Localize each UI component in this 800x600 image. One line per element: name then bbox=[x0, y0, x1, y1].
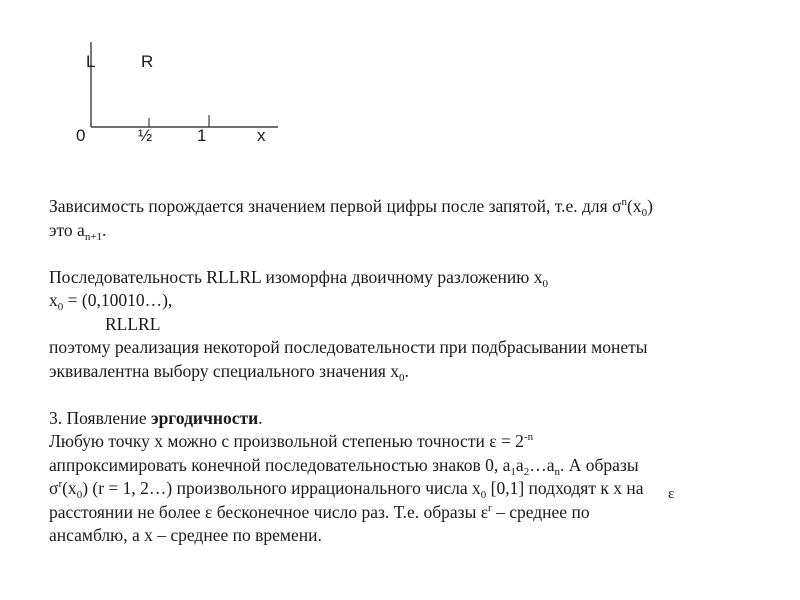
text-line-11: $\sigma^r(x_0) (r = 1$, 2…) произвольного иррационального числа $x_0$ [0,1] подходят к x на ε bbox=[49, 477, 769, 501]
text-line-12: расстоянии не более ε бесконечное число раз. Т.е. образы $\varepsilon^r$ – среднее по bbox=[49, 501, 590, 522]
body-text bbox=[49, 195, 769, 548]
ergodicity-term: эргодичности bbox=[151, 407, 259, 428]
overlapping-epsilon: ε bbox=[668, 486, 675, 502]
axis-label-x: x bbox=[257, 126, 266, 145]
text-line-9: Любую точку x можно с произвольной степенью точности $\varepsilon = 2^{-n}$ bbox=[49, 431, 534, 451]
label-l: L bbox=[86, 52, 96, 71]
text-line-1: Зависимость порождается значением первой цифры после запятой, т.е. для $\sigma^n(x_0)$ bbox=[49, 196, 653, 219]
text-line-6: поэтому реализация некоторой последовательности при подбрасывании монеты bbox=[49, 337, 648, 357]
tick-label-0: 0 bbox=[76, 126, 86, 145]
label-r: R bbox=[141, 52, 154, 71]
diagram-axes bbox=[0, 0, 800, 160]
text-line-3: Последовательность RLLRL изоморфна двоичному разложению $x_0$ bbox=[49, 266, 548, 290]
text-line-2: это $a_{n+1}$. bbox=[49, 219, 107, 243]
text-line-4: $x_0$ = (0,10010…), bbox=[49, 290, 173, 313]
text-line-8: 3. Появление эргодичности. bbox=[49, 407, 263, 428]
text-line-5: RLLRL bbox=[105, 313, 161, 334]
tick-label-1: 1 bbox=[197, 126, 207, 145]
text-line-13: ансамблю, а x – среднее по времени. bbox=[49, 525, 322, 545]
text-line-7: эквивалентна выбору специального значения $x_0$. bbox=[49, 360, 409, 384]
text-line-10: аппроксимировать конечной последовательностью знаков 0, $a_1a_2\dots a_n$. А образы bbox=[49, 454, 639, 478]
doubling-map-diagram bbox=[0, 0, 800, 160]
tick-label-half: ½ bbox=[138, 126, 153, 145]
